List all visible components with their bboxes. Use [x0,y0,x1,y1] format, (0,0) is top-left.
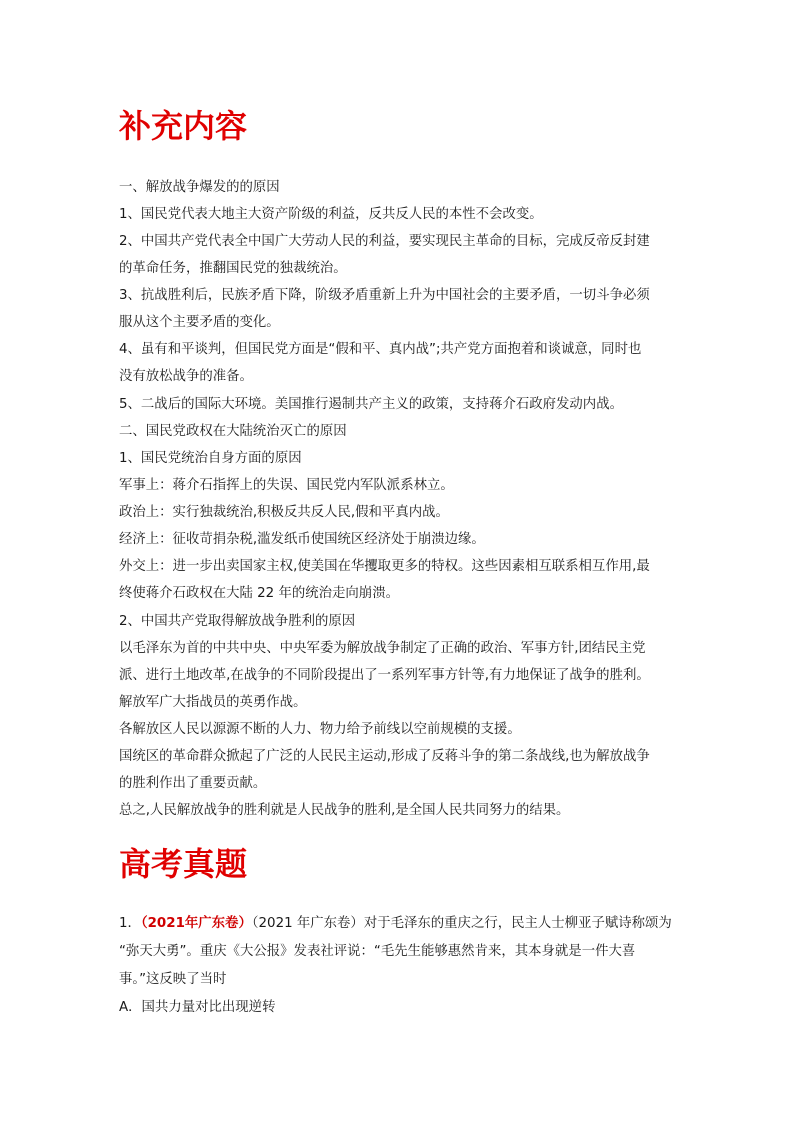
text-line: 没有放松战争的准备。 [119,369,253,384]
text-line: 终使蒋介石政权在大陆 22 年的统治走向崩溃。 [119,586,399,601]
option-a: A．国共力量对比出现逆转 [119,1000,276,1015]
text-line: 外交上：进一步出卖国家主权,使美国在华攫取更多的特权。这些因素相互联系相互作用,最 [119,559,650,574]
text-line: 服从这个主要矛盾的变化。 [119,315,280,330]
question-line: “弥天大勇”。重庆《大公报》发表社评说：“毛先生能够惠然肯来，其本身就是一件大喜 [119,944,636,959]
text-line: 军事上：蒋介石指挥上的失误、国民党内军队派系林立。 [119,478,454,493]
question-number: 1． [119,916,141,931]
text-line: 各解放区人民以源源不断的人力、物力给予前线以空前规模的支援。 [119,722,521,737]
section-title-supplement: 补充内容 [119,107,248,145]
text-line: 2、中国共产党代表全中国广大劳动人民的利益，要实现民主革命的目标，完成反帝反封建 [119,234,650,249]
question-line [119,910,679,937]
text-line: 1、国民党统治自身方面的原因 [119,451,302,466]
section-title-exam-questions: 高考真题 [119,845,248,883]
text-line: 2、中国共产党取得解放战争胜利的原因 [119,614,356,629]
text-line: 的革命任务，推翻国民党的独裁统治。 [119,261,347,276]
text-line: 一、解放战争爆发的的原因 [119,180,280,195]
question-source: （2021年广东卷） [140,916,252,931]
text-line: 政治上：实行独裁统治,积极反共反人民,假和平真内战。 [119,505,449,520]
question-text: （2021 年广东卷）对于毛泽东的重庆之行，民主人士柳亚子赋诗称颂为 [251,916,672,931]
text-line: 以毛泽东为首的中共中央、中央军委为解放战争制定了正确的政治、军事方针,团结民主党 [119,641,646,656]
question-line: 事。”这反映了当时 [119,972,227,987]
text-line: 解放军广大指战员的英勇作战。 [119,695,307,710]
text-line: 4、虽有和平谈判，但国民党方面是“假和平、真内战”;共产党方面抱着和谈诚意，同时也 [119,342,642,357]
text-line: 1、国民党代表大地主大资产阶级的利益，反共反人民的本性不会改变。 [119,207,543,222]
text-line: 总之,人民解放战争的胜利就是人民战争的胜利,是全国人民共同努力的结果。 [119,803,570,818]
text-line: 二、国民党政权在大陆统治灭亡的原因 [119,424,347,439]
text-line: 经济上：征收苛捐杂税,滥发纸币使国统区经济处于崩溃边缘。 [119,532,485,547]
text-line: 5、二战后的国际大环境。美国推行遏制共产主义的政策，支持蒋介石政府发动内战。 [119,397,623,412]
text-line: 国统区的革命群众掀起了广泛的人民民主运动,形成了反蒋斗争的第二条战线,也为解放战争 [119,749,650,764]
text-line: 的胜利作出了重要贡献。 [119,776,267,791]
text-line: 3、抗战胜利后，民族矛盾下降，阶级矛盾重新上升为中国社会的主要矛盾，一切斗争必须 [119,288,650,303]
text-line: 派、进行土地改革,在战争的不同阶段提出了一系列军事方针等,有力地保证了战争的胜利。 [119,668,650,683]
